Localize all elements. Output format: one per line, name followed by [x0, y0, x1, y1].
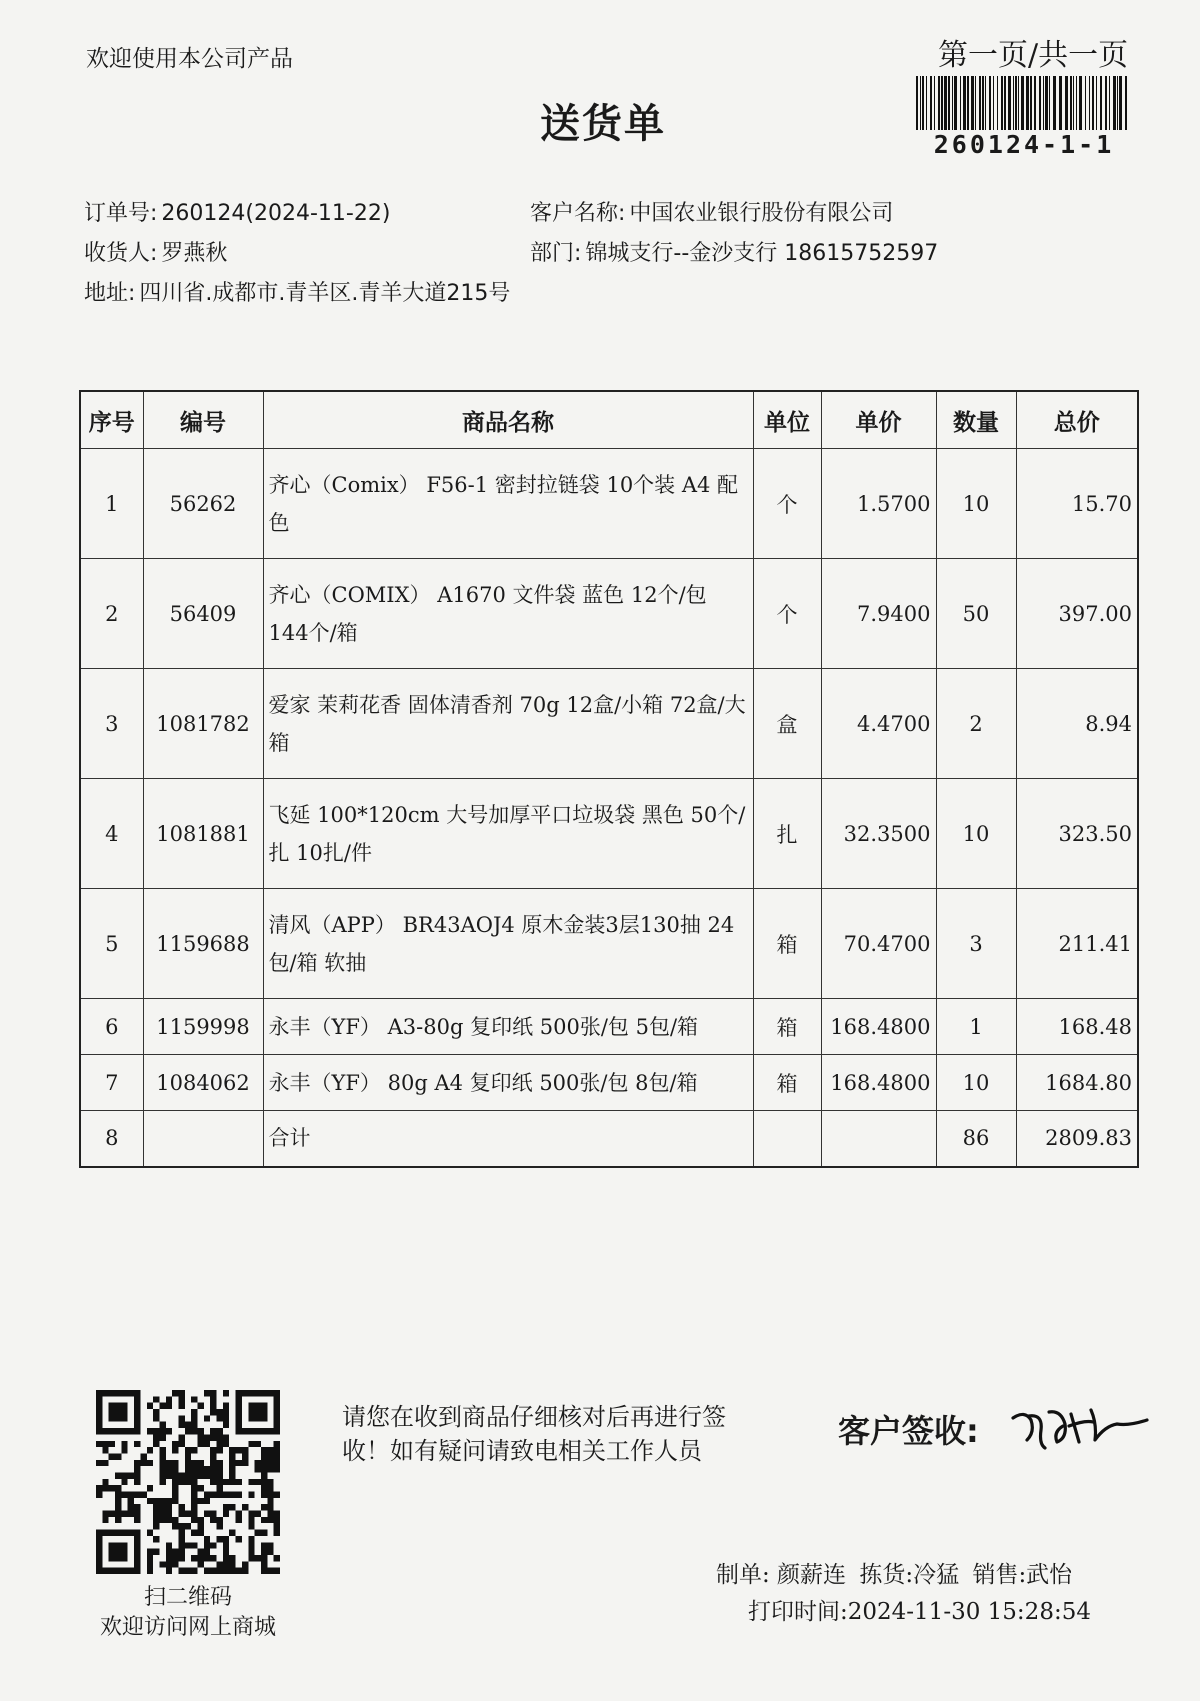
address-label: 地址: [84, 281, 136, 306]
cell-no: 2 [80, 559, 143, 669]
cell-qty: 50 [936, 559, 1016, 669]
department [530, 236, 938, 267]
table-row [80, 999, 1138, 1055]
cell-price: 1.5700 [821, 449, 936, 559]
cell-code: 1159688 [143, 889, 263, 999]
picker: 拣货:冷猛 [859, 1562, 960, 1588]
cell-name: 永丰（YF） A3-80g 复印纸 500张/包 5包/箱 [263, 999, 753, 1055]
header-name: 商品名称 [263, 391, 753, 449]
cell-no: 4 [80, 779, 143, 889]
cell-no: 3 [80, 669, 143, 779]
order-number-value: 260124(2024-11-22) [161, 201, 391, 226]
receiver [84, 236, 227, 267]
notice-text: 请您在收到商品仔细核对后再进行签收！如有疑问请致电相关工作人员 [342, 1403, 726, 1465]
address [84, 276, 510, 307]
cell-name: 永丰（YF） 80g A4 复印纸 500张/包 8包/箱 [263, 1055, 753, 1111]
header-no: 序号 [80, 391, 143, 449]
cell-unit: 箱 [753, 999, 821, 1055]
cell-no: 8 [80, 1110, 143, 1167]
table-row [80, 449, 1138, 559]
table-total-row [80, 1110, 1138, 1167]
cell-qty: 10 [936, 449, 1016, 559]
table-header-row [80, 391, 1138, 449]
cell-total: 2809.83 [1016, 1110, 1138, 1167]
cell-price: 4.4700 [821, 669, 936, 779]
cell-qty: 2 [936, 669, 1016, 779]
cell-total: 8.94 [1016, 669, 1138, 779]
cell-price [821, 1110, 936, 1167]
maker: 制单: 颜薪连 [716, 1562, 847, 1588]
cell-no: 7 [80, 1055, 143, 1111]
header-code: 编号 [143, 391, 263, 449]
cell-unit: 个 [753, 559, 821, 669]
table-row [80, 559, 1138, 669]
cell-qty: 1 [936, 999, 1016, 1055]
cell-unit: 箱 [753, 889, 821, 999]
table-row [80, 669, 1138, 779]
table-row [80, 779, 1138, 889]
order-number-label: 订单号: [84, 201, 158, 226]
sales: 销售:武怡 [972, 1562, 1073, 1588]
cell-total: 15.70 [1016, 449, 1138, 559]
department-value: 锦城支行--金沙支行 18615752597 [585, 241, 939, 266]
cell-code: 1084062 [143, 1055, 263, 1111]
customer-name-value: 中国农业银行股份有限公司 [629, 201, 894, 226]
cell-code: 56262 [143, 449, 263, 559]
cell-name: 齐心（Comix） F56-1 密封拉链袋 10个装 A4 配色 [263, 449, 753, 559]
cell-unit [753, 1110, 821, 1167]
cell-qty: 3 [936, 889, 1016, 999]
cell-code: 56409 [143, 559, 263, 669]
welcome-text: 欢迎使用本公司产品 [86, 46, 293, 72]
qr-caption: 扫二维码 [143, 1585, 232, 1610]
header-unit: 单位 [753, 391, 821, 449]
cell-price: 70.4700 [821, 889, 936, 999]
staff-line [716, 1556, 1078, 1589]
cell-code: 1081881 [143, 779, 263, 889]
cell-name: 飞延 100*120cm 大号加厚平口垃圾袋 黑色 50个/扎 10扎/件 [263, 779, 753, 889]
cell-code [143, 1110, 263, 1167]
cell-total: 211.41 [1016, 889, 1138, 999]
header-price: 单价 [821, 391, 936, 449]
table-row [80, 1055, 1138, 1111]
cell-unit: 扎 [753, 779, 821, 889]
customer-sign-label: 客户签收: [838, 1412, 979, 1450]
cell-price: 32.3500 [821, 779, 936, 889]
cell-price: 168.4800 [821, 999, 936, 1055]
cell-unit: 个 [753, 449, 821, 559]
cell-total: 323.50 [1016, 779, 1138, 889]
signature [1005, 1396, 1155, 1456]
cell-qty: 10 [936, 1055, 1016, 1111]
cell-no: 1 [80, 449, 143, 559]
cell-name: 清风（APP） BR43AOJ4 原木金装3层130抽 24包/箱 软抽 [263, 889, 753, 999]
cell-no: 5 [80, 889, 143, 999]
document-title: 送货单 [540, 101, 666, 147]
cell-unit: 箱 [753, 1055, 821, 1111]
header-total: 总价 [1016, 391, 1138, 449]
table-row [80, 889, 1138, 999]
receiver-value: 罗燕秋 [161, 241, 228, 266]
cell-name: 齐心（COMIX） A1670 文件袋 蓝色 12个/包 144个/箱 [263, 559, 753, 669]
cell-no: 6 [80, 999, 143, 1055]
qr-caption-shop: 欢迎访问网上商城 [99, 1615, 276, 1640]
cell-price: 7.9400 [821, 559, 936, 669]
cell-code: 1159998 [143, 999, 263, 1055]
order-number [84, 196, 390, 227]
barcode [916, 76, 1132, 130]
department-label: 部门: [530, 241, 582, 266]
receiver-label: 收货人: [84, 241, 158, 266]
print-time: 打印时间:2024-11-30 15:28:54 [748, 1599, 1091, 1625]
cell-total: 397.00 [1016, 559, 1138, 669]
cell-unit: 盒 [753, 669, 821, 779]
cell-name: 合计 [263, 1110, 753, 1167]
cell-total: 1684.80 [1016, 1055, 1138, 1111]
customer-name-label: 客户名称: [530, 201, 626, 226]
cell-qty: 10 [936, 779, 1016, 889]
qr-code [96, 1390, 280, 1574]
barcode-number: 260124-1-1 [933, 130, 1115, 159]
header-qty: 数量 [936, 391, 1016, 449]
cell-price: 168.4800 [821, 1055, 936, 1111]
customer-name [530, 196, 893, 227]
page-indicator: 第一页/共一页 [938, 38, 1129, 73]
cell-name: 爱家 茉莉花香 固体清香剂 70g 12盒/小箱 72盒/大箱 [263, 669, 753, 779]
cell-code: 1081782 [143, 669, 263, 779]
address-value: 四川省.成都市.青羊区.青羊大道215号 [139, 281, 511, 306]
cell-total: 168.48 [1016, 999, 1138, 1055]
cell-qty: 86 [936, 1110, 1016, 1167]
goods-table [79, 390, 1139, 1168]
